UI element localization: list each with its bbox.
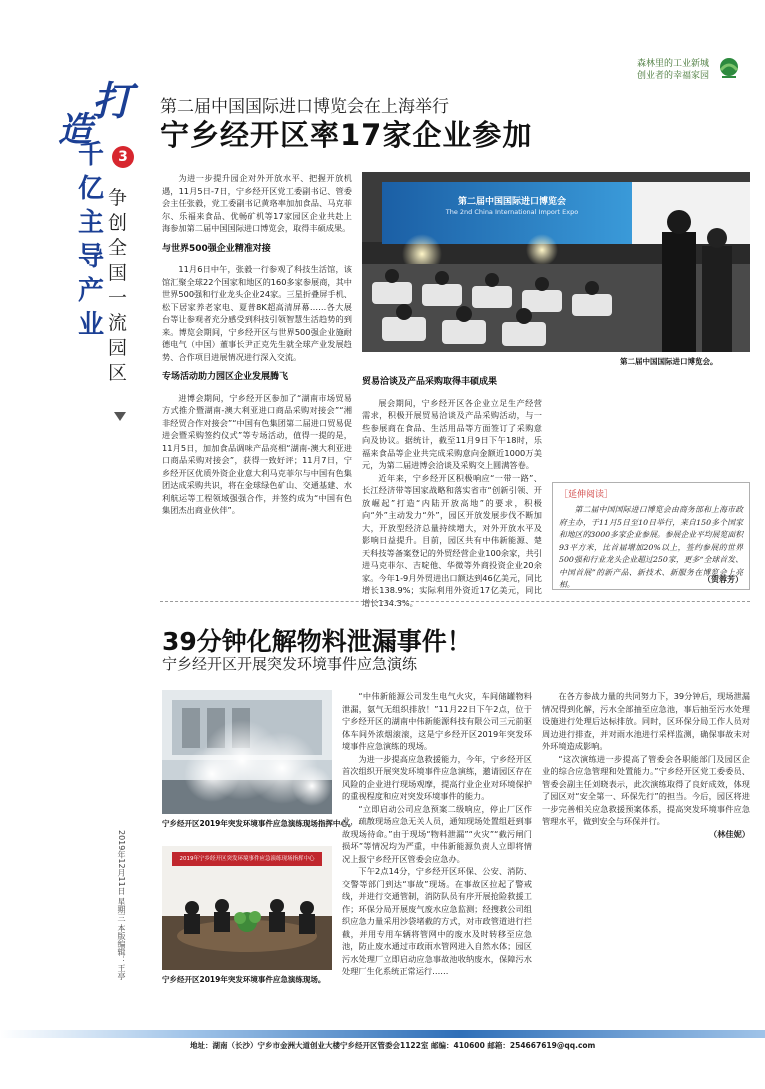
article1-subtitle: 第二届中国国际进口博览会在上海举行 (160, 97, 449, 117)
extended-reading-author: （贺蓉芳） (703, 575, 743, 584)
expo-screen-subtitle: The 2nd China International Import Expo (445, 208, 579, 216)
extended-reading-box (552, 482, 750, 590)
extended-reading-text: 第二届中国国际进口博览会由商务部和上海市政府主办，于11月5日至10日举行，来自150多个国家和地区的3000多家企业参展。参展企业平均展览面积93平方米，比首届增加20%以上，签约参展的世界500强和行业龙头企业超过250家，更多“全球首发、中国首展”的新产品、新技术、新服务在博览会上亮相。 (559, 505, 743, 589)
article1-paragraph-4: 展会期间，宁乡经开区各企业立足生产经营需求，积极开展贸易洽谈及产品采购活动，与一些参展商在食品、生活用品等方面签订了采购意向及协议。据统计，截至11月9日下午18时，乐福来食品等企业共完成采购意向金额近1000万美元，为第二届进博会洽谈及采购交上圆满答卷。 (362, 397, 542, 470)
article1-column-1 (162, 172, 352, 517)
article1-paragraph-2: 11月6日中午，张毅一行参观了科技生活馆，该馆汇聚全球22个国家和地区的160多家参展商，其中世界500强和行业龙头企业24家。三星折叠屏手机、松下居家养老家电、夏普8K超高清屏幕……各大展台等让参观者充分感受到科技引领智慧生活趋势的到来。博览会期间，宁乡经开区与世界500强企业施耐德电气（中国）董事长尹正克先生就全球产业发展趋势、合作项目进展情况进行深入交流。 (162, 264, 352, 362)
article-divider (160, 601, 750, 602)
article2-paragraph-1: “中伟新能源公司发生电气火灾，车间储罐物料泄漏，氨气无组织排放！”11月22日下午2点，位于宁乡经开区的湖南中伟新能源科技有限公司三元前驱体车间外浓烟滚滚，这是宁乡经开区2019年突发环境事件应急演练的现场。 (342, 691, 532, 751)
article1-paragraph-1: 为进一步提升园企对外开放水平、把握开放机遇，11月5日-7日，宁乡经开区党工委副书记、管委会主任张毅，党工委副书记黄珞率加加食品、马克菲尔、乐福来食品、优畅矿机等17家园区企业共赴上海参加第二届中国国际进口博览会，取得丰硕成果。 (162, 173, 352, 233)
article2-title: 39分钟化解物料泄漏事件！ (162, 627, 472, 656)
drill-smoke-photo (162, 690, 332, 814)
article2-subtitle: 宁乡经开区开展突发环境事件应急演练 (162, 655, 418, 673)
drill-photo-caption-2: 宁乡经开区2019年突发环境事件应急演练现场。 (162, 975, 326, 984)
article2-paragraph-3: “立即启动公司应急预案二级响应，停止厂区作业，疏散现场应急无关人员，通知现场处置组赶到事故现场待命。”由于现场“物料泄漏”“火灾”“截污闸门损坏”等情况均为严重，中伟新能源负责人立即将情况上报宁乡经开区管委会应急办。 (342, 803, 532, 864)
article2-paragraph-2: 为进一步提高应急救援能力，今年，宁乡经开区首次组织开展突发环境事件应急演练，邀请园区存在风险的企业进行现场观摩，提高行业企业对环境保护的重视程度和应对突发环境事件的能力。 (342, 753, 532, 801)
article2-column-2 (542, 690, 750, 840)
expo-screen-title: 第二届中国国际进口博览会 (457, 197, 566, 207)
brand-char-da: 打 (92, 78, 132, 125)
footer-address: 地址：湖南（长沙）宁乡市金洲大道创业大楼宁乡经开区管委会1122室 邮编：410600 邮箱：254667619@qq.com (190, 1041, 596, 1050)
article1-title: 宁乡经开区率17家企业参加 (160, 118, 533, 152)
logo-line-1: 森林里的工业新城 (636, 59, 709, 69)
expo-photo (362, 172, 750, 352)
brand-char-zao: 造 (58, 110, 92, 150)
article1-paragraph-5: 近年来，宁乡经开区积极响应“一带一路”、长江经济带等国家战略和落实省市“创新引领、开放崛起”打造“内陆开放高地”的要求，积极向“外”主动发力“外”，园区开放发展步伐不断加大，开放型经济总量持续增大，对外开放水平及影响日益提升。目前，园区共有中伟新能源、楚天科技等备案登记的外贸经营企业100余家，共引进马克菲尔、吉啶他、华微等外商投资企业20余家。今年1-9月外贸进出口额达到46亿美元，同比增长138.9%；实际利用外资近17亿美元，同比增长134.3%。 (362, 472, 542, 608)
article2-paragraph-4: 下午2点14分，宁乡经开区环保、公安、消防、交警等部门到达“事故”现场。在事故区拉起了警戒线，并进行交通管制，消防队员有序开展抢险救援工作；环保分局开展废气废水应急监测；经搜救公司组织应急力量采用沙袋堵截的方式，对市政管道进行拦截，并用专用车辆将管网中的废水及时转移至应急池，防止废水通过市政雨水管网进入自然水体；园区污水处理厂立即启动应急事故池收纳废水，保障污水处理厂生化系统正常运行…… (342, 866, 532, 976)
article2-column-1 (342, 690, 532, 978)
article1-section-1: 与世界500强企业精准对接 (162, 243, 271, 254)
article1-section-2: 专场活动助力园区企业发展腾飞 (162, 372, 289, 382)
article1-paragraph-3: 进博会期间，宁乡经开区参加了“湖南市场贸易方式推介暨湖南-澳大利亚进口商品采购对接会”“湘非经贸合作对接会”“中国有色集团第二届进口贸易促进会暨采购签约仪式”等专场活动，值得一提的是，11月5日，加加食品调味产品亮相“湖南-澳大利亚进口商品采购对接会”，获得一致好评；11月7日，宁乡经开区优质外资企业意大利马克菲尔与中国有色集团达成采购共识，将在金球绿色矿山、交通基建、水利航运等工程领域强强合作，并签约成为“中国有色集团杰出商业伙伴”。 (162, 392, 352, 515)
brand-slogan-vertical: 争创全国一流园区 (108, 187, 128, 384)
expo-photo-caption: 第二届中国国际进口博览会。 (620, 357, 718, 366)
logo-line-2: 创业者的幸福家园 (636, 71, 709, 81)
article1-column-2 (362, 376, 542, 609)
article2-paragraph-6: “这次演练进一步提高了管委会各职能部门及园区企业的综合应急管理和处置能力。”宁乡经开区党工委委员、管委会副主任刘晓表示，此次演练取得了良好成效，体现了园区对“安全第一、环保先行”的担当。今后，园区将进一步完善相关应急救援预案体系，提高突发环境事件应急管理水平，做到安全与环保并行。 (542, 753, 750, 826)
command-center-illustration (162, 846, 332, 970)
article1-section-3: 贸易洽谈及产品采购取得丰硕成果 (362, 377, 498, 387)
drill-photo-caption-1: 宁乡经开区2019年突发环境事件应急演练现场指挥中心。 (162, 819, 356, 828)
article2-author: （林佳妮） (709, 828, 750, 839)
command-center-banner: 2019年宁乡经开区突发环境事件应急演练现场指挥中心 (179, 856, 315, 862)
park-logo-icon (715, 56, 743, 80)
article2-paragraph-5: 在各方参战力量的共同努力下，39分钟后，现场泄漏情况得到化解，污水全部抽至应急池，事后抽至污水处理设施进行处理后达标排放。同时，区环保分局工作人员对周边进行排查，并对雨水池进行采样监测，确保事故未对外环境造成影响。 (542, 691, 750, 751)
triangle-down-icon (114, 412, 126, 421)
issue-date-note: 2019年12月11日 星期三 本版编辑：王亭 (117, 830, 126, 980)
issue-badge: 3 (112, 146, 134, 168)
footer-bar (0, 1030, 765, 1038)
command-center-photo (162, 846, 332, 970)
drill-smoke-illustration (162, 690, 332, 814)
extended-reading-title: ［延伸阅读］ (559, 490, 614, 500)
slogan-logo-text (589, 58, 709, 82)
brand-column-title: 千亿主导产业 (78, 140, 105, 340)
